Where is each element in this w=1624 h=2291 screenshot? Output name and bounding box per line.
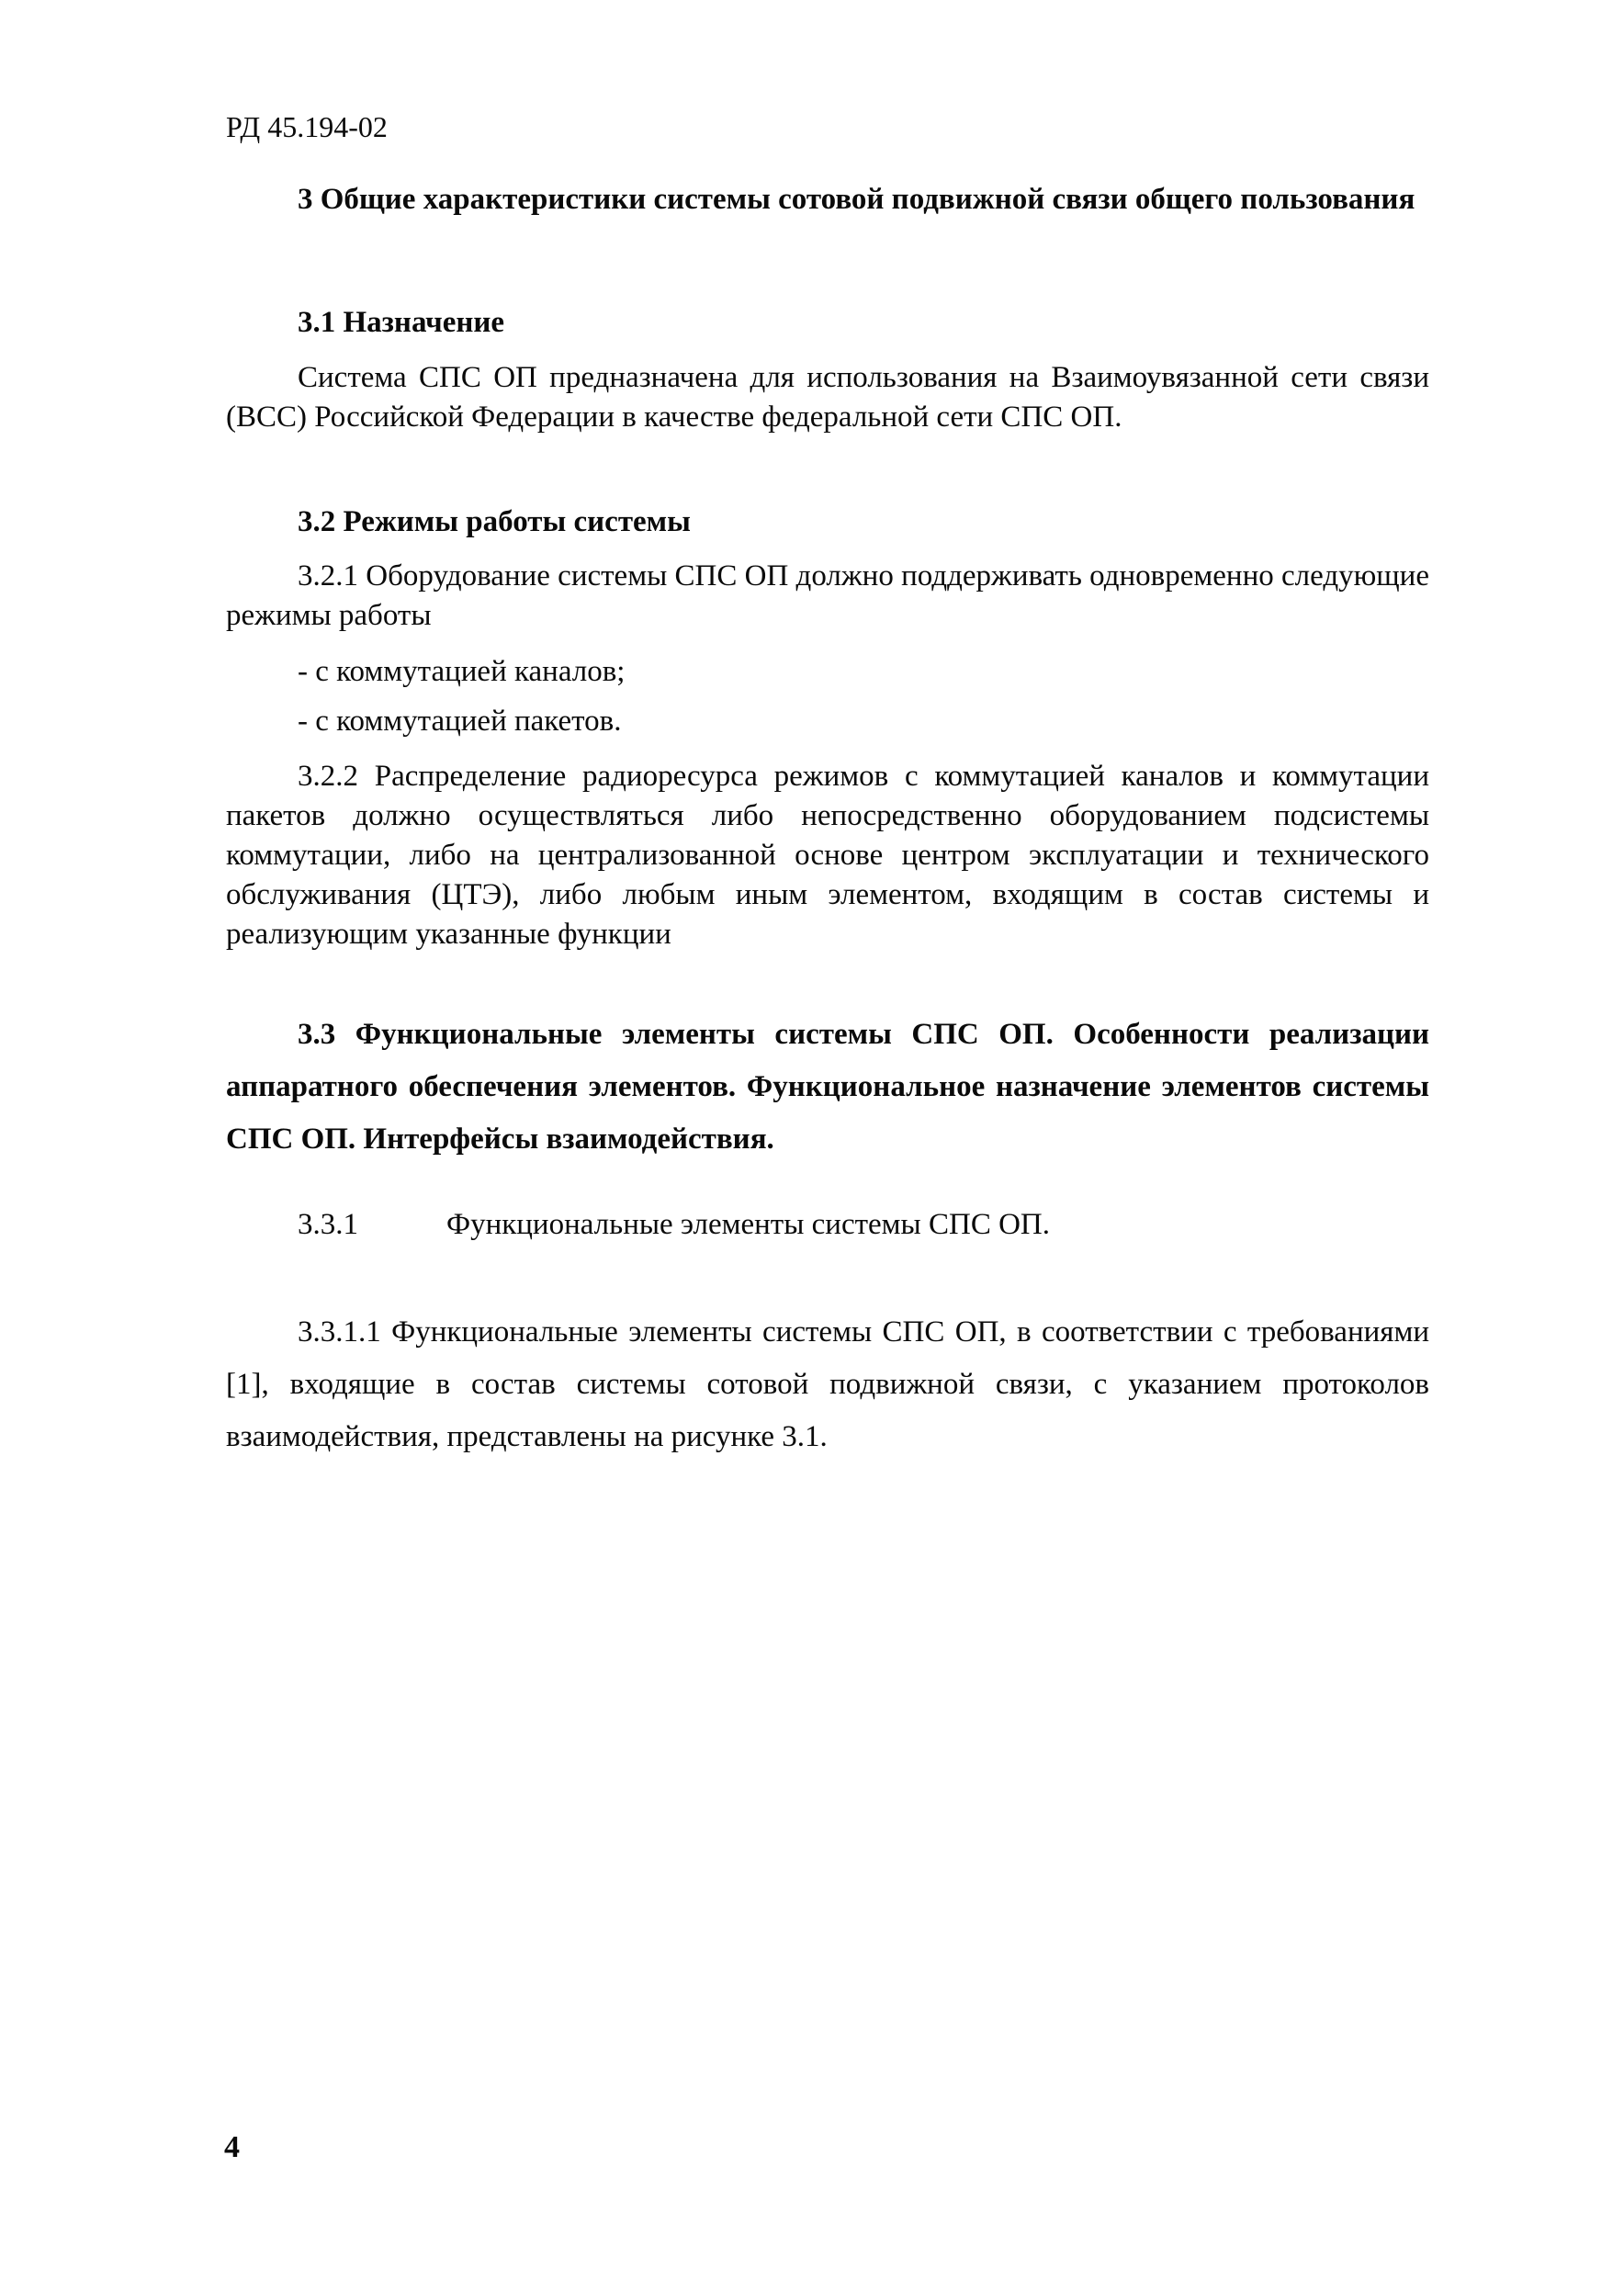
section-3-1-title: 3.1 Назначение <box>298 306 505 339</box>
section-3-3-1-heading <box>226 1205 1429 1245</box>
section-3-3-title: 3.3 Функциональные элементы системы СПС ОП. Особенности реализации аппаратного обеспечения элементов. Функциональное назначение элементов системы СПС ОП. Интерфейсы взаимодействия. <box>226 1018 1429 1156</box>
section-3-2-title: 3.2 Режимы работы системы <box>298 505 691 538</box>
section-3-title: 3 Общие характеристики системы сотовой подвижной связи общего пользования <box>298 183 1415 216</box>
section-3-1-text: Система СПС ОП предназначена для использования на Взаимоувязанной сети связи (ВСС) Российской Федерации в качестве федеральной сети СПС ОП. <box>226 361 1429 434</box>
section-3-2-2-text: 3.2.2 Распределение радиоресурса режимов с коммутацией каналов и коммутации пакетов должно осуществляться либо непосредственно оборудованием подсистемы коммутации, либо на централизованной основе центром эксплуатации и технического обслуживания (ЦТЭ), либо любым иным элементом, входящим в состав системы и реализующим указанные функции <box>226 760 1429 951</box>
page-number: 4 <box>224 2130 240 2164</box>
bullet-circuit-switching: - с коммутацией каналов; <box>298 655 626 688</box>
section-3-3-1-title: Функциональные элементы системы СПС ОП. <box>446 1208 1050 1241</box>
bullet-packet-switching: - с коммутацией пакетов. <box>298 705 622 738</box>
section-3-2-1-text: 3.2.1 Оборудование системы СПС ОП должно поддерживать одновременно следующие режимы работы <box>226 559 1429 632</box>
section-3-3-1-number: 3.3.1 <box>298 1208 358 1241</box>
document-code: РД 45.194-02 <box>226 110 388 143</box>
section-3-3-1-1-text: 3.3.1.1 Функциональные элементы системы СПС ОП, в соответствии с требованиями [1], входящие в состав системы сотовой подвижной связи, с указанием протоколов взаимодействия, представлены на рисунке 3.1. <box>226 1315 1429 1453</box>
